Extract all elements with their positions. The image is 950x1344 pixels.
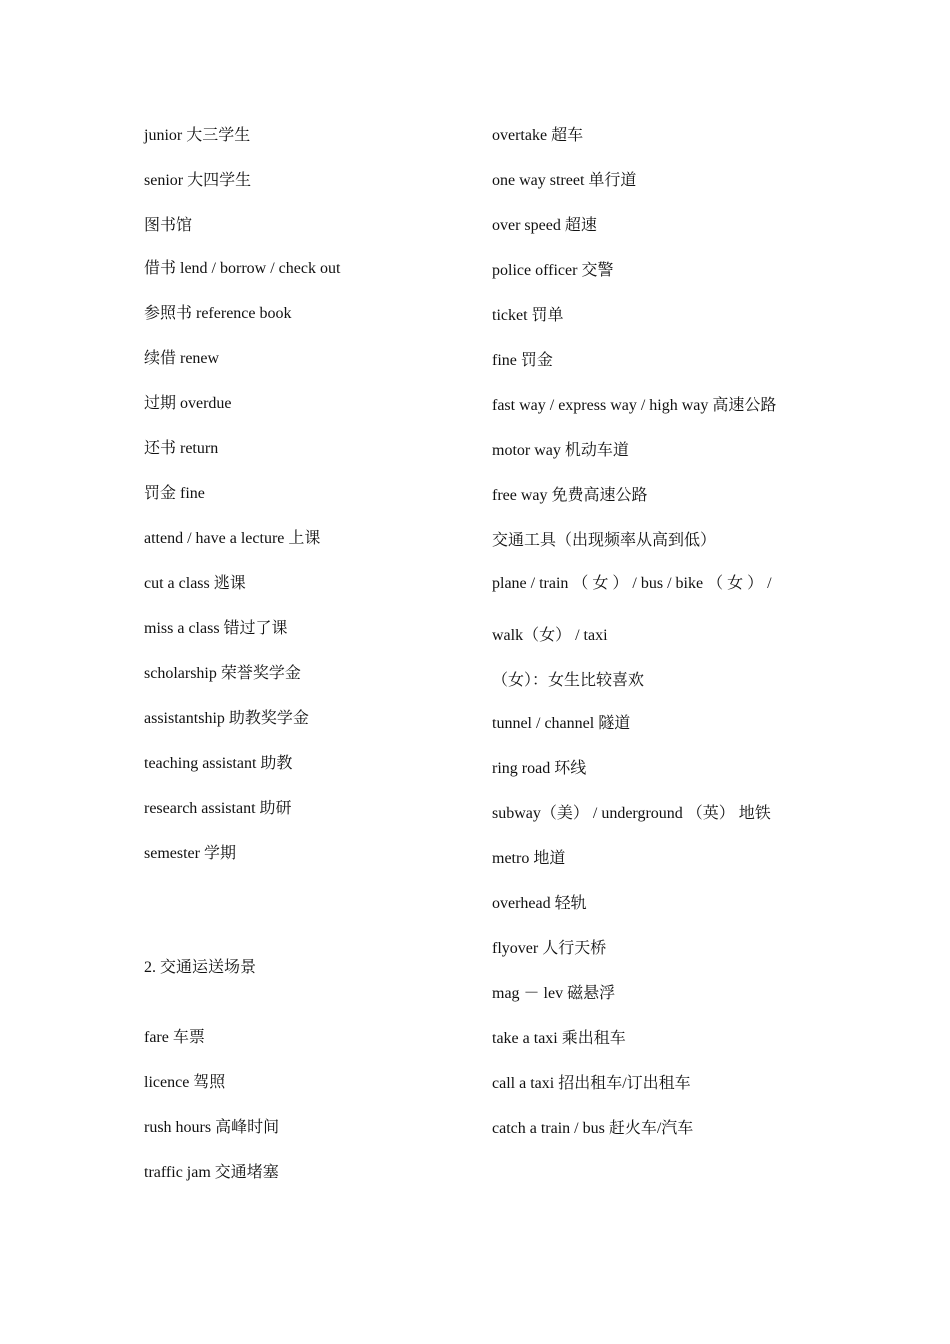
section-heading: 2. 交通运送场景 (144, 959, 257, 976)
vocab-line: police officer 交警 (492, 262, 614, 279)
vocab-line: motor way 机动车道 (492, 442, 629, 459)
vocab-line: scholarship 荣誉奖学金 (144, 665, 301, 682)
vocab-line: senior 大四学生 (144, 172, 252, 189)
vocab-line: plane / train （ 女 ） / bus / bike （ 女 ） / (492, 575, 772, 592)
vocab-line: free way 免费高速公路 (492, 487, 648, 504)
vocab-line: research assistant 助研 (144, 800, 292, 817)
vocab-line: take a taxi 乘出租车 (492, 1030, 626, 1047)
vocab-line: miss a class 错过了课 (144, 620, 288, 637)
vocab-line: traffic jam 交通堵塞 (144, 1164, 279, 1181)
vocab-line: overhead 轻轨 (492, 895, 587, 912)
vocab-line: catch a train / bus 赶火车/汽车 (492, 1120, 694, 1137)
vocab-line: cut a class 逃课 (144, 575, 246, 592)
vocab-line: 还书 return (144, 440, 219, 457)
vocab-line: fare 车票 (144, 1029, 205, 1046)
vocab-line: ticket 罚单 (492, 307, 564, 324)
note-line: （女）：女生比较喜欢 (492, 672, 645, 689)
vocab-line: semester 学期 (144, 845, 236, 862)
vocab-line: ring road 环线 (492, 760, 587, 777)
vocab-line: metro 地道 (492, 850, 566, 867)
vocab-line: junior 大三学生 (144, 127, 251, 144)
vocab-line: 参照书 reference book (144, 305, 292, 322)
subheading: 交通工具（出现频率从高到低） (492, 532, 717, 549)
vocab-line: walk（女） / taxi (492, 627, 608, 644)
vocab-line: 图书馆 (144, 217, 193, 234)
vocab-line: flyover 人行天桥 (492, 940, 607, 957)
vocab-line: mag － lev 磁悬浮 (492, 985, 616, 1002)
vocab-line: fine 罚金 (492, 352, 553, 369)
vocab-line: rush hours 高峰时间 (144, 1119, 280, 1136)
vocab-line: assistantship 助教奖学金 (144, 710, 309, 727)
vocab-line: tunnel / channel 隧道 (492, 715, 631, 732)
vocab-line: 续借 renew (144, 350, 220, 367)
vocab-line: attend / have a lecture 上课 (144, 530, 321, 547)
vocab-line: fast way / express way / high way 高速公路 (492, 397, 777, 414)
vocab-line: overtake 超车 (492, 127, 584, 144)
vocab-line: over speed 超速 (492, 217, 597, 234)
vocab-line: 罚金 fine (144, 485, 205, 502)
vocab-line: 过期 overdue (144, 395, 232, 412)
vocab-line: subway（美） / underground （英） 地铁 (492, 805, 771, 822)
vocab-line: one way street 单行道 (492, 172, 637, 189)
vocab-line: 借书 lend / borrow / check out (144, 260, 341, 277)
vocab-line: teaching assistant 助教 (144, 755, 293, 772)
vocab-line: call a taxi 招出租车/订出租车 (492, 1075, 691, 1092)
vocab-line: licence 驾照 (144, 1074, 226, 1091)
